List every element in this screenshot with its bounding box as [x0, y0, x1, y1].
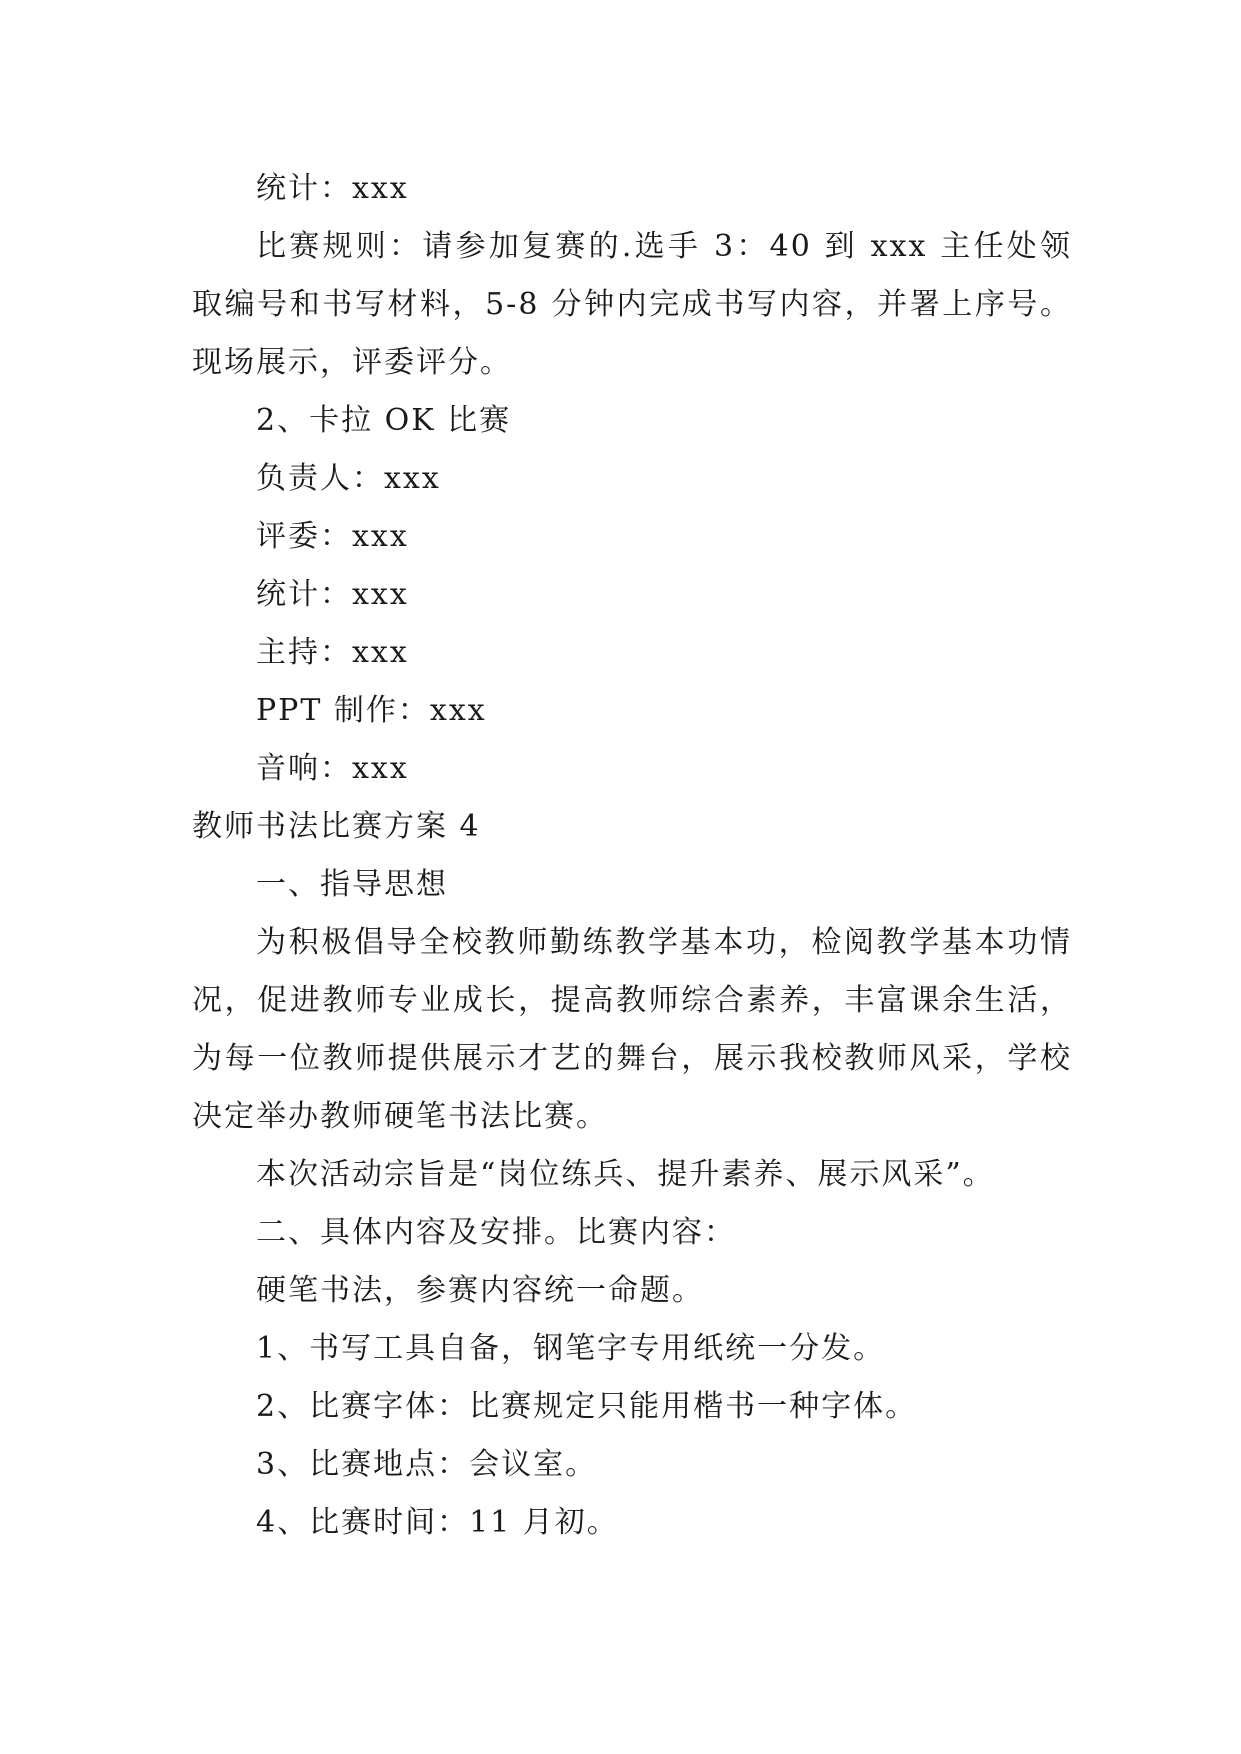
- section-heading: 2、卡拉 OK 比赛: [256, 403, 512, 438]
- paragraph-rules: 比赛规则：请参加复赛的.选手 3：40 到 xxx 主任处领取编号和书写材料，5-8 分钟内完成书写内容，并署上序号。现场展示，评委评分。: [192, 229, 1072, 380]
- list-item: 3、比赛地点：会议室。: [256, 1447, 598, 1482]
- list-item: 1、书写工具自备，钢笔字专用纸统一分发。: [256, 1331, 886, 1366]
- list-item: 2、比赛字体：比赛规定只能用楷书一种字体。: [256, 1389, 918, 1424]
- section-heading: 一、指导思想: [256, 867, 448, 902]
- document-title: 教师书法比赛方案 4: [192, 809, 481, 844]
- text-line: 本次活动宗旨是“岗位练兵、提升素养、展示风采”。: [256, 1157, 995, 1192]
- text-line: 负责人：xxx: [256, 461, 441, 496]
- section-heading: 二、具体内容及安排。比赛内容：: [256, 1215, 736, 1250]
- text-line: 统计：xxx: [256, 171, 409, 206]
- list-item: 4、比赛时间：11 月初。: [256, 1505, 619, 1540]
- text-line: PPT 制作：xxx: [256, 693, 487, 728]
- text-line: 统计：xxx: [256, 577, 409, 612]
- document-body: [192, 160, 1072, 1552]
- text-line: 硬笔书法，参赛内容统一命题。: [256, 1273, 704, 1308]
- text-line: 主持：xxx: [256, 635, 409, 670]
- paragraph-guideline: 为积极倡导全校教师勤练教学基本功，检阅教学基本功情况，促进教师专业成长，提高教师综合素养，丰富课余生活，为每一位教师提供展示才艺的舞台，展示我校教师风采，学校决定举办教师硬笔书法比赛。: [192, 925, 1072, 1134]
- text-line: 评委：xxx: [256, 519, 409, 554]
- text-line: 音响：xxx: [256, 751, 409, 786]
